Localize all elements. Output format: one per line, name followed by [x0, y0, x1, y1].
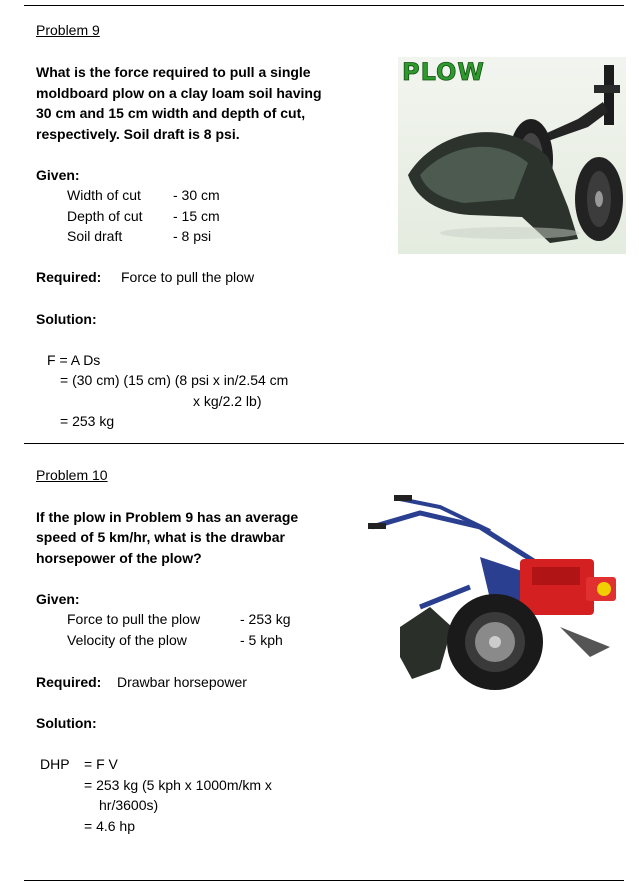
- given-item-value: - 15 cm: [173, 208, 220, 224]
- problem10-question-line: speed of 5 km/hr, what is the drawbar: [36, 529, 285, 545]
- given-item-name: Width of cut: [67, 187, 141, 203]
- solution-line: = 4.6 hp: [84, 818, 135, 834]
- plow-image: [398, 57, 626, 254]
- given-item-name: Velocity of the plow: [67, 632, 187, 648]
- solution-line: = 253 kg: [60, 413, 115, 429]
- solution-line: = F V: [84, 756, 118, 772]
- solution-line: hr/3600s): [99, 797, 159, 813]
- problem10-solution-label: Solution:: [36, 715, 97, 731]
- problem10-heading: Problem 10: [36, 467, 108, 483]
- problem9-question-line: 30 cm and 15 cm width and depth of cut,: [36, 105, 306, 121]
- problem9-required-text: Force to pull the plow: [121, 269, 255, 285]
- problem9-heading: Problem 9: [36, 22, 100, 38]
- solution-line: = (30 cm) (15 cm) (8 psi x in/2.54 cm: [60, 372, 289, 388]
- problem10-given-label: Given:: [36, 591, 80, 607]
- solution-line: F = A Ds: [47, 352, 101, 368]
- problem10-question-line: horsepower of the plow?: [36, 550, 202, 566]
- solution-line: = 253 kg (5 kph x 1000m/km x: [84, 777, 272, 793]
- problem9-solution-label: Solution:: [36, 311, 97, 327]
- given-item-name: Depth of cut: [67, 208, 143, 224]
- bottom-rule: [24, 880, 624, 881]
- given-item-name: Force to pull the plow: [67, 611, 201, 627]
- given-item-value: - 8 psi: [173, 228, 212, 244]
- middle-rule: [24, 443, 624, 444]
- problem10-required-text: Drawbar horsepower: [117, 674, 247, 690]
- given-item-value: - 253 kg: [240, 611, 291, 627]
- problem9-question-line: respectively. Soil draft is 8 psi.: [36, 126, 240, 142]
- top-rule: [24, 5, 624, 6]
- problem9-required-label: Required:: [36, 269, 102, 285]
- solution-prefix: DHP: [40, 756, 70, 772]
- problem10-required-label: Required:: [36, 674, 102, 690]
- solution-line: x kg/2.2 lb): [193, 393, 262, 409]
- given-item-name: Soil draft: [67, 228, 123, 244]
- problem9-question-line: What is the force required to pull a single: [36, 64, 311, 80]
- plow-logo-text: PLOW: [402, 58, 485, 86]
- given-item-value: - 5 kph: [240, 632, 283, 648]
- problem10-question-line: If the plow in Problem 9 has an average: [36, 509, 299, 525]
- given-item-value: - 30 cm: [173, 187, 220, 203]
- problem9-question-line: moldboard plow on a clay loam soil having: [36, 85, 322, 101]
- hand-tractor-image: [360, 487, 634, 709]
- problem9-given-label: Given:: [36, 167, 80, 183]
